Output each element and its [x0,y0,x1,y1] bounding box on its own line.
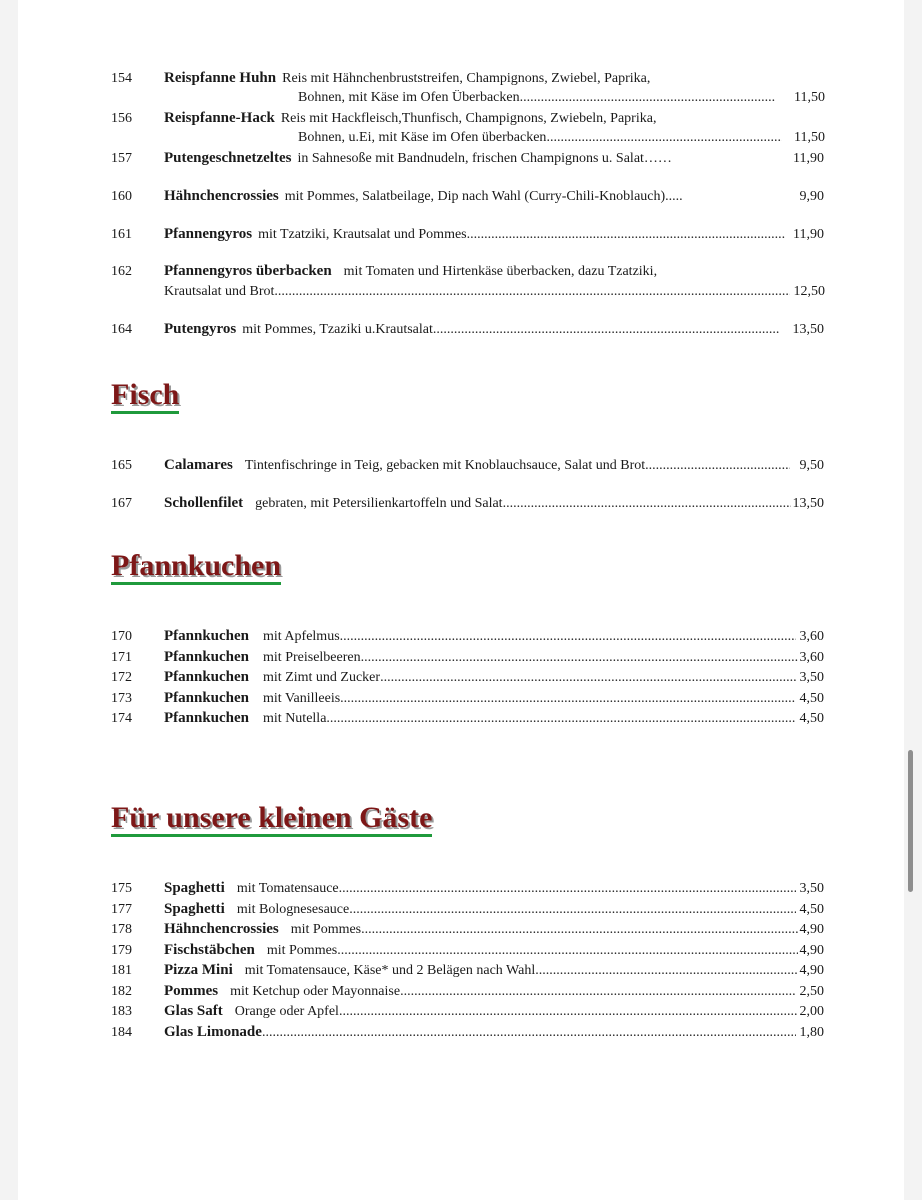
item-number: 172 [111,670,132,685]
item-name: Putengeschnetzeltes [164,150,292,166]
item-name: Pfannkuchen [164,649,250,665]
item-description: mit Bolognesesauce [236,902,350,917]
item-price: 3,50 [799,670,824,685]
item-name: Glas Saft [164,1003,223,1019]
item-price: 11,50 [794,130,825,145]
item-name: Calamares [164,457,233,473]
item-name: Reispfanne Huhn [164,70,277,86]
item-number: 178 [111,922,132,937]
item-number: 162 [111,264,132,279]
item-price: 4,50 [799,902,824,917]
item-price: 2,00 [799,1004,824,1019]
item-price: 13,50 [792,322,824,337]
item-description: mit Nutella [263,711,327,726]
item-number: 154 [111,71,132,86]
item-description: gebraten, mit Petersilienkartoffeln und Salat [255,496,503,511]
item-description: mit Apfelmus [263,629,340,644]
item-name: Pfannengyros [164,226,253,242]
item-description: mit Tomatensauce [236,881,339,896]
item-name: Hähnchencrossies [164,188,279,204]
section-heading-fisch: Fisch [111,380,179,414]
item-description: in Sahnesoße mit Bandnudeln, frischen Champignons u. Salat…… [297,151,672,166]
item-name: Hähnchencrossies [164,921,279,937]
item-description: mit Preiselbeeren [263,650,361,665]
leader-dots [380,670,795,686]
item-description: mit Ketchup oder Mayonnaise [230,984,401,999]
item-name: Spaghetti [164,880,225,896]
leader-dots [433,322,779,338]
item-description: mit Pommes, Salatbeilage, Dip nach Wahl (Curry-Chili-Knoblauch)..... [284,189,683,204]
item-name: Reispfanne-Hack [164,110,275,126]
leader-dots [339,881,796,897]
item-description: Reis mit Hähnchenbruststreifen, Champignons, Zwiebel, Paprika, [282,71,651,86]
leader-dots [535,963,797,979]
item-number: 164 [111,322,132,337]
item-name: Putengyros [164,321,237,337]
item-number: 161 [111,227,132,242]
section-heading-pfannkuchen: Pfannkuchen [111,551,281,585]
item-price: 9,50 [799,458,824,473]
item-description: mit Vanilleeis [263,691,341,706]
item-price: 4,90 [799,922,824,937]
item-name: Pfannengyros überbacken [164,263,332,279]
leader-dots [400,984,795,1000]
item-price: 13,50 [792,496,824,511]
leader-dots [546,130,782,146]
leader-dots [361,650,798,666]
leader-dots [349,902,795,918]
item-number: 165 [111,458,132,473]
item-name: Pfannkuchen [164,669,250,685]
item-number: 157 [111,151,132,166]
item-name: Pizza Mini [164,962,233,978]
leader-dots [467,227,785,243]
item-number: 182 [111,984,132,999]
item-number: 175 [111,881,132,896]
item-number: 160 [111,189,132,204]
item-number: 179 [111,943,132,958]
item-name: Pfannkuchen [164,628,250,644]
item-price: 3,60 [799,629,824,644]
item-description: mit Tzatziki, Krautsalat und Pommes [258,227,467,242]
menu-page [18,0,904,1200]
leader-dots [339,1004,798,1020]
leader-dots [326,711,795,727]
item-number: 167 [111,496,132,511]
item-name: Pfannkuchen [164,710,250,726]
item-number: 174 [111,711,132,726]
item-description: Reis mit Hackfleisch,Thunfisch, Champignons, Zwiebeln, Paprika, [280,111,657,126]
item-description: mit Pommes, Tzaziki u.Krautsalat [242,322,433,337]
section-heading-kinder: Für unsere kleinen Gäste [111,803,432,837]
leader-dots [274,284,789,300]
item-number: 156 [111,111,132,126]
item-description: mit Pommes [290,922,362,937]
item-description-continued: Bohnen, mit Käse im Ofen Überbacken [298,90,520,105]
leader-dots [340,629,796,645]
leader-dots [503,496,791,512]
item-price: 4,50 [799,711,824,726]
item-price: 9,90 [799,189,824,204]
item-description: Tintenfischringe in Teig, gebacken mit Knoblauchsauce, Salat und Brot [244,458,646,473]
item-price: 4,90 [799,943,824,958]
item-name: Pfannkuchen [164,690,250,706]
leader-dots [262,1025,796,1041]
item-price: 11,50 [794,90,825,105]
item-name: Glas Limonade [164,1024,262,1040]
item-number: 170 [111,629,132,644]
leader-dots [361,922,797,938]
item-name: Pommes [164,983,219,999]
item-name: Spaghetti [164,901,225,917]
item-description: mit Zimt und Zucker [263,670,381,685]
item-price: 4,90 [799,963,824,978]
item-price: 4,50 [799,691,824,706]
leader-dots [340,691,795,707]
item-number: 184 [111,1025,132,1040]
item-number: 177 [111,902,132,917]
leader-dots [337,943,797,959]
item-number: 171 [111,650,132,665]
item-description-continued: Krautsalat und Brot [164,284,275,299]
item-price: 1,80 [799,1025,824,1040]
item-price: 11,90 [793,227,824,242]
item-price: 11,90 [793,151,824,166]
item-price: 3,60 [799,650,824,665]
vertical-scrollbar[interactable] [908,750,913,892]
item-description: Orange oder Apfel [234,1004,339,1019]
item-description: mit Pommes [266,943,338,958]
item-description: mit Tomaten und Hirtenkäse überbacken, dazu Tzatziki, [343,264,658,279]
leader-dots [645,458,789,474]
item-name: Fischstäbchen [164,942,255,958]
item-description-continued: Bohnen, u.Ei, mit Käse im Ofen überbacken [298,130,547,145]
item-price: 2,50 [799,984,824,999]
item-description: mit Tomatensauce, Käse* und 2 Belägen nach Wahl [244,963,536,978]
item-number: 183 [111,1004,132,1019]
item-number: 173 [111,691,132,706]
leader-dots [520,90,776,106]
item-price: 3,50 [799,881,824,896]
item-price: 12,50 [793,284,825,299]
item-number: 181 [111,963,132,978]
item-name: Schollenfilet [164,495,244,511]
